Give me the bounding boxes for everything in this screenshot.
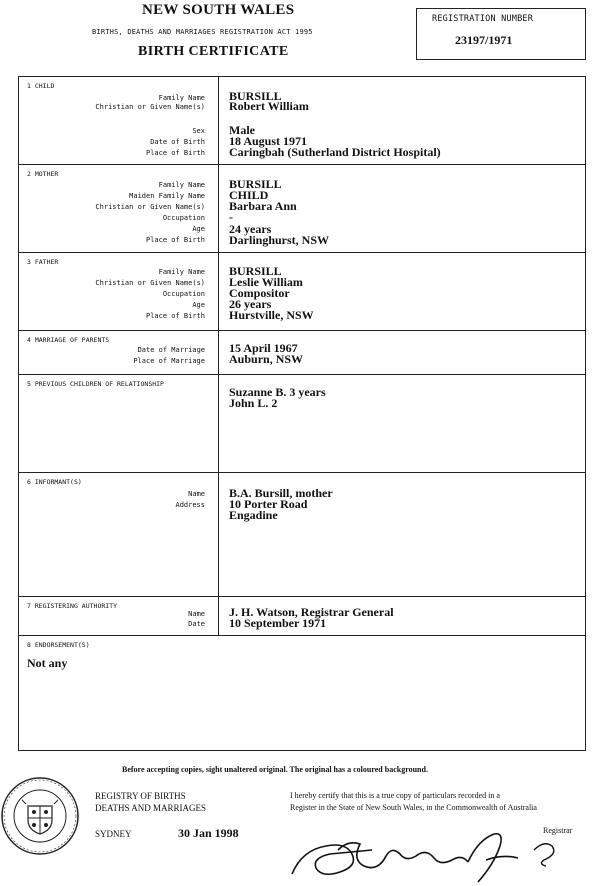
marriage-place: Auburn, NSW [229, 352, 304, 366]
father-age: 26 years [229, 297, 272, 311]
section-title: 2 MOTHER [27, 170, 59, 178]
registry-line: REGISTRY OF BIRTHS [95, 791, 186, 801]
section-previous-children [19, 375, 585, 473]
previous-child-2: John L. 2 [229, 396, 278, 410]
field-label: Date [188, 620, 205, 628]
issue-date: 30 Jan 1998 [178, 826, 239, 840]
mother-maiden-name: CHILD [229, 188, 269, 202]
father-place-of-birth: Hurstville, NSW [229, 308, 314, 322]
field-label: Name [188, 610, 205, 618]
child-family-name: BURSILL [229, 89, 282, 103]
field-label: Date of Birth [150, 138, 205, 146]
registration-date: 10 September 1971 [229, 616, 327, 630]
informant-address-line1: 10 Porter Road [229, 497, 308, 511]
previous-child-1: Suzanne B. 3 years [229, 385, 326, 399]
section-father [19, 253, 585, 331]
section-title: 3 FATHER [27, 258, 59, 266]
endorsement-value: Not any [27, 656, 68, 670]
certification-statement [290, 790, 537, 814]
mother-given-names: Barbara Ann [229, 199, 297, 213]
section-endorsement [19, 636, 585, 751]
certificate-table [18, 76, 586, 751]
registrar-general-name: J. H. Watson, Registrar General [229, 605, 394, 619]
registration-number: 23197/1971 [455, 33, 513, 47]
certificate-title: BIRTH CERTIFICATE [138, 44, 289, 59]
child-date-of-birth: 18 August 1971 [229, 134, 308, 148]
field-label: Occupation [162, 214, 205, 222]
section-title: 8 ENDORSEMENT(S) [27, 641, 90, 649]
field-label: Christian or Given Name(s) [95, 103, 205, 111]
authenticity-note: Before accepting copies, sight unaltered original. The original has a coloured background. [122, 765, 428, 774]
section-title: 7 REGISTERING AUTHORITY [27, 602, 118, 610]
child-given-names: Robert William [229, 99, 309, 113]
field-label: Christian or Given Name(s) [95, 279, 205, 287]
field-label: Maiden Family Name [129, 192, 205, 200]
child-place-of-birth: Caringbah (Sutherland District Hospital) [229, 145, 441, 159]
field-label: Christian or Given Name(s) [95, 203, 205, 211]
informant-name: B.A. Bursill, mother [229, 486, 333, 500]
field-label: Family Name [158, 268, 205, 276]
section-registering-authority [19, 597, 585, 636]
section-title: 4 MARRIAGE OF PARENTS [27, 336, 110, 344]
section-child [19, 77, 585, 165]
marriage-date: 15 April 1967 [229, 341, 298, 355]
certification-line: I hereby certify that this is a true copy of particulars recorded in a [290, 791, 500, 800]
father-family-name: BURSILL [229, 264, 282, 278]
registration-box [416, 8, 586, 60]
field-label: Place of Birth [145, 236, 205, 244]
registry-line: DEATHS AND MARRIAGES [95, 803, 207, 813]
mother-age: 24 years [229, 222, 272, 236]
registration-label: REGISTRATION NUMBER [432, 14, 534, 24]
field-label: Family Name [158, 94, 205, 102]
father-occupation: Compositor [229, 286, 290, 300]
registrar-signature [282, 820, 582, 886]
field-label: Date of Marriage [137, 346, 205, 354]
section-marriage [19, 331, 585, 375]
certification-line: Register in the State of New South Wales, in the Commonwealth of Australia [290, 803, 537, 812]
informant-address-line2: Engadine [229, 508, 278, 522]
field-label: Place of Birth [145, 312, 205, 320]
issue-city: SYDNEY [95, 829, 132, 839]
act-subheading: BIRTHS, DEATHS AND MARRIAGES REGISTRATION ACT 1995 [92, 28, 313, 36]
mother-place-of-birth: Darlinghurst, NSW [229, 233, 330, 247]
section-mother [19, 165, 585, 253]
field-label: Sex [192, 127, 205, 135]
registry-name [95, 790, 206, 814]
mother-family-name: BURSILL [229, 177, 282, 191]
section-informant [19, 473, 585, 597]
registry-seal-icon [0, 776, 80, 856]
section-title: 1 CHILD [27, 82, 55, 90]
field-label: Age [192, 301, 205, 309]
field-label: Name [188, 490, 205, 498]
field-label: Place of Marriage [133, 357, 205, 365]
field-label: Family Name [158, 181, 205, 189]
field-label: Address [175, 501, 205, 509]
mother-occupation: - [229, 210, 233, 224]
field-label: Occupation [162, 290, 205, 298]
field-label: Place of Birth [145, 149, 205, 157]
state-heading: NEW SOUTH WALES [142, 2, 295, 18]
section-title: 6 INFORMANT(S) [27, 478, 82, 486]
field-label: Age [192, 225, 205, 233]
section-title: 5 PREVIOUS CHILDREN OF RELATIONSHIP [27, 380, 164, 388]
registrar-label: Registrar [543, 826, 573, 835]
father-given-names: Leslie William [229, 275, 303, 289]
child-sex: Male [229, 123, 255, 137]
